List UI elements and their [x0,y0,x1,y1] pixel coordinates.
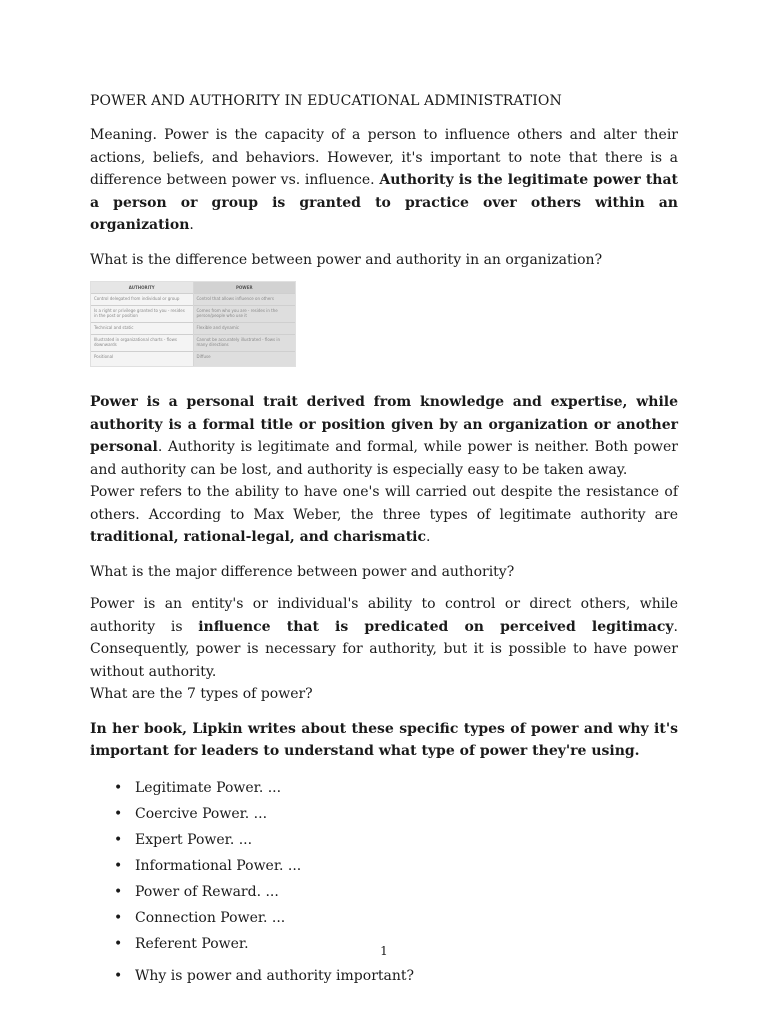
power-trait-text: . Authority is legitimate and formal, while power is neither. Both power and authority can be lost, and authority is especially easy to be taken away. [90,439,678,478]
power-cell: Flexible and dynamic [194,323,296,335]
page-number: 1 [380,944,388,958]
authority-cell: Illustrated in organizational charts - flows downwards [91,335,193,352]
power-cell: Cannot be accurately illustrated - flows in many directions [194,335,296,352]
legitimacy-text-1: Power is an entity's or individual's ability to control or direct others, while authority is [90,596,678,635]
question-major-difference: What is the major difference between power and authority? [90,563,515,580]
question-types-of-power: What are the 7 types of power? [90,686,313,702]
authority-cell: Is a right or privilege granted to you - resides in the post or position [91,306,193,323]
list-item: • Referent Power. [90,931,678,957]
meaning-paragraph [90,124,678,237]
power-cell: Comes from who you are - resides in the person/people who use it [194,306,296,323]
list-item: • Legitimate Power. ... [90,775,678,801]
meaning-end: . [189,217,194,233]
weber-end: . [426,529,431,545]
document-title: POWER AND AUTHORITY IN EDUCATIONAL ADMINISTRATION [90,93,562,109]
authority-cell: Technical and static [91,323,193,335]
lipkin-paragraph [90,718,678,763]
legitimacy-paragraph [90,593,678,683]
document-page [90,90,678,989]
authority-header: AUTHORITY [91,282,193,294]
question-difference: What is the difference between power and authority in an organization? [90,251,603,268]
power-cell: Diffuse [196,354,211,359]
power-trait-paragraph [90,391,678,481]
weber-paragraph [90,481,678,549]
list-item: • Power of Reward. ... [90,879,678,905]
list-item: • Coercive Power. ... [90,801,678,827]
authority-cell: Control delegated from individual or group [91,294,193,306]
authority-cell: Positional [94,354,114,359]
comparison-table-image [90,281,296,367]
lipkin-bold: In her book, Lipkin writes about these specific types of power and why it's important for leaders to understand what type of power they're using. [90,720,678,759]
authority-definition: Authority is the legitimate power that a person or group is granted to practice over others within an organization [90,172,679,233]
power-types-list [90,775,678,957]
power-cell: Control that allows influence on others [194,294,296,306]
legitimacy-text-2: . Consequently, power is necessary for authority, but it is possible to have power without authority. [90,618,678,680]
list-item: • Expert Power. ... [90,827,678,853]
authority-types-bold: traditional, rational-legal, and charismatic [90,529,427,545]
power-header: POWER [194,282,296,294]
meaning-text: Meaning. Power is the capacity of a person to influence others and alter their actions, beliefs, and behaviors. However, it's important to note that there is a difference between power vs. influence. [90,127,678,188]
power-column [194,282,296,366]
list-item: • Why is power and authority important? [90,963,678,989]
authority-column [91,282,194,366]
question-list [90,963,678,989]
list-item: • Connection Power. ... [90,905,678,931]
legitimacy-bold: influence that is predicated on perceived legitimacy [198,618,674,635]
power-trait-bold: Power is a personal trait derived from knowledge and expertise, while authority is a formal title or position given by an organization or another personal [90,394,678,455]
list-item: • Informational Power. ... [90,853,678,879]
weber-text: Power refers to the ability to have one's will carried out despite the resistance of others. According to Max Weber, the three types of legitimate authority are [90,484,678,523]
